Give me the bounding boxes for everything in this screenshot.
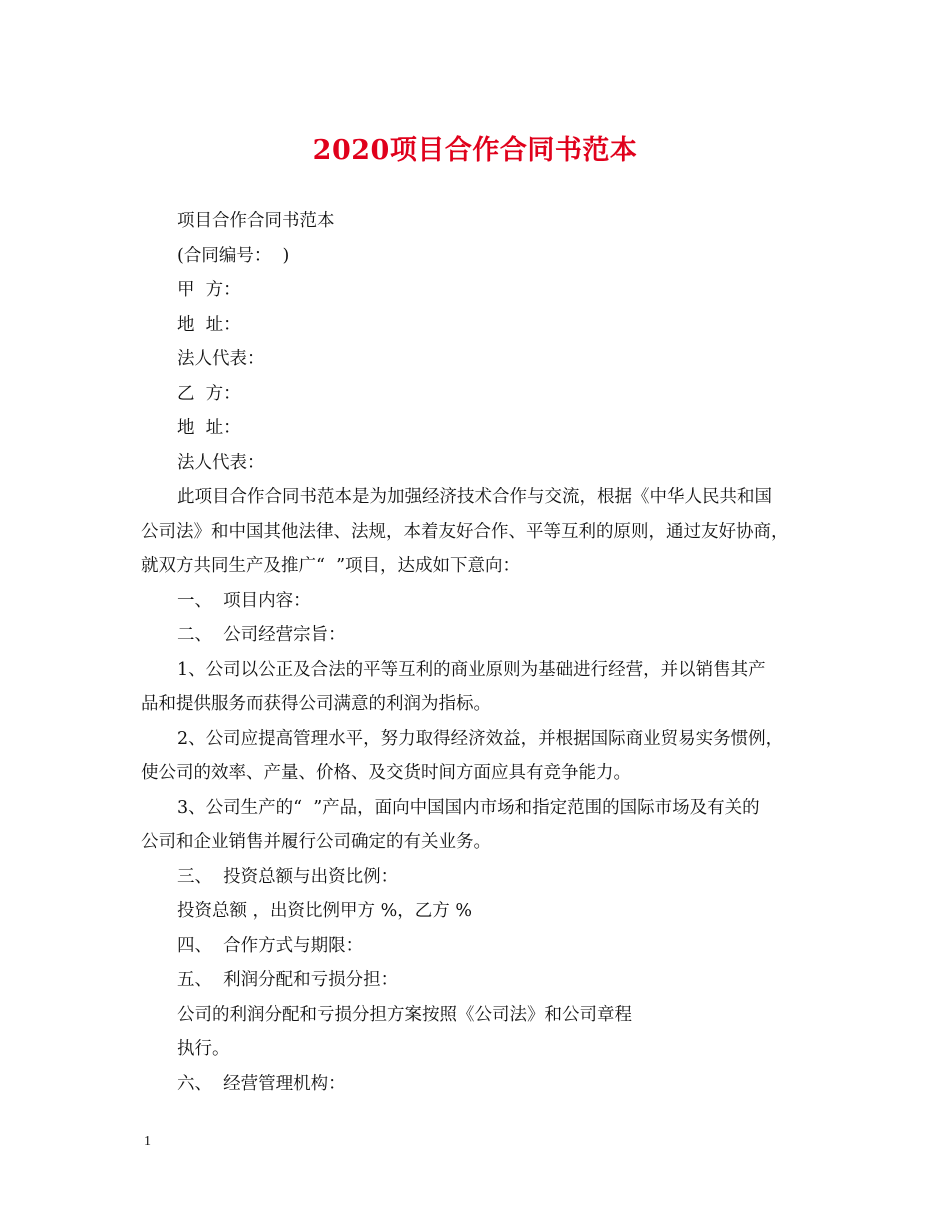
clause-line: 1、公司以公正及合法的平等互利的商业原则为基础进行经营，并以销售其产 [177,659,766,680]
clause-line: 品和提供服务而获得公司满意的利润为指标。 [141,694,491,714]
party-b-line: 乙 方： [177,383,241,404]
section-heading: 二、 公司经营宗旨： [177,625,346,645]
profit-distribution-line: 公司的利润分配和亏损分担方案按照《公司法》和公司章程 [177,1004,632,1025]
clause-line: 3、公司生产的“ ”产品，面向中国国内市场和指定范围的国际市场及有关的 [177,797,760,818]
clause-line: 2、公司应提高管理水平，努力取得经济效益，并根据国际商业贸易实务惯例， [177,728,784,749]
section-heading: 六、 经营管理机构： [177,1073,346,1094]
party-a-address-line: 地 址： [177,314,241,335]
section-heading: 五、 利润分配和亏损分担： [177,970,399,990]
intro-paragraph-line: 就双方共同生产及推广“ ”项目，达成如下意向： [141,556,521,576]
party-a-representative-line: 法人代表： [177,349,265,369]
document-body [141,204,841,1101]
intro-paragraph-line: 此项目合作合同书范本是为加强经济技术合作与交流，根据《中华人民共和国 [177,487,772,507]
section-heading: 四、 合作方式与期限： [177,935,364,956]
clause-line: 公司和企业销售并履行公司确定的有关业务。 [141,832,491,852]
page-number: 1 [144,1134,151,1149]
investment-line: 投资总额 ，出资比例甲方 %，乙方 % [177,901,472,921]
section-heading: 三、 投资总额与出资比例： [177,866,399,887]
intro-paragraph-line: 公司法》和中国其他法律、法规，本着友好合作、平等互利的原则，通过友好协商， [141,521,789,542]
party-b-address-line: 地 址： [177,418,241,438]
clause-line: 使公司的效率、产量、价格、及交货时间方面应具有竞争能力。 [141,763,631,783]
profit-distribution-line: 执行。 [177,1039,230,1059]
contract-number-line: (合同编号： ) [177,245,290,266]
section-heading: 一、 项目内容： [177,590,311,611]
doc-heading-line: 项目合作合同书范本 [177,211,335,231]
party-b-representative-line: 法人代表： [177,452,265,473]
party-a-line: 甲 方： [177,280,241,300]
document-title: 2020项目合作合同书范本 [312,135,638,166]
